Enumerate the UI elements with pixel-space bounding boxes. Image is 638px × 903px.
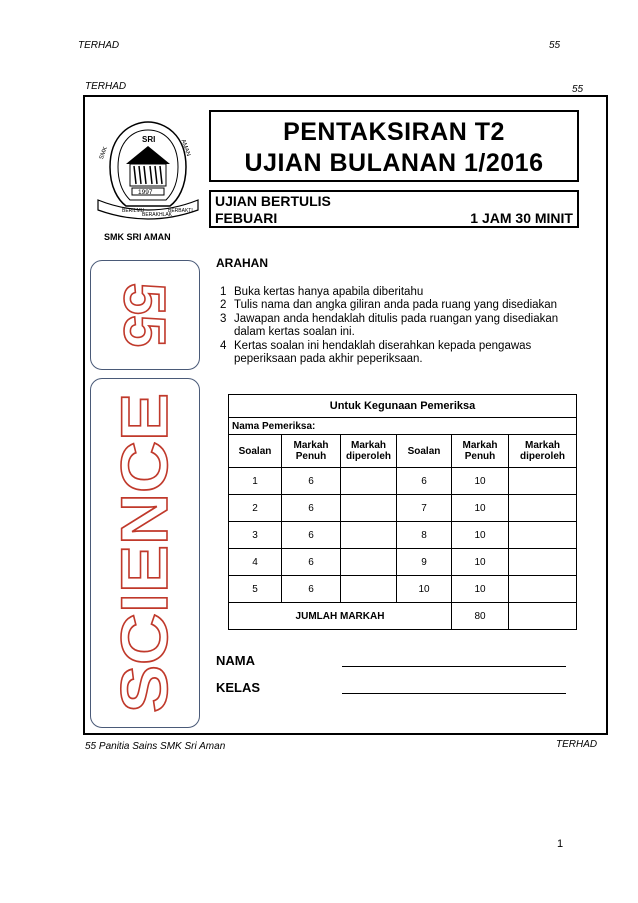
inner-footer-right: TERHAD [556, 739, 598, 750]
total-value: 80 [452, 603, 509, 630]
instruction-item: 4 Kertas soalan ini hendaklah diserahkan kepada pengawas peperiksaan pada akhir peperiksaan. [220, 339, 532, 366]
exam-info-box [209, 190, 579, 228]
svg-text:BERAKHLAK: BERAKHLAK [142, 212, 173, 218]
school-name: SMK SRI AMAN [104, 232, 171, 242]
table-row: 3 6 8 10 [229, 522, 577, 549]
class-label: KELAS [216, 680, 261, 695]
table-row: 4 6 9 10 [229, 549, 577, 576]
col-header: Markah diperoleh [341, 435, 397, 468]
col-header: Soalan [397, 435, 452, 468]
total-label: JUMLAH MARKAH [229, 603, 452, 630]
subject-name-box [90, 378, 200, 728]
instructions-list [220, 286, 590, 366]
svg-text:BERBAKTI: BERBAKTI [168, 208, 193, 214]
page-number: 1 [557, 838, 564, 850]
exam-subtitle: UJIAN BULANAN 1/2016 [244, 149, 544, 177]
school-logo [92, 112, 204, 224]
inner-header-right: 55 [572, 84, 584, 95]
class-field[interactable] [342, 693, 566, 694]
logo-right-text: AMAN [179, 138, 192, 158]
total-row [229, 603, 577, 630]
examiner-table [228, 394, 577, 630]
page-header-left: TERHAD [78, 40, 120, 51]
inner-header-left: TERHAD [85, 81, 127, 92]
logo-top-text: SRI [142, 135, 156, 144]
logo-left-text: SMK [98, 146, 109, 161]
page-header-right: 55 [549, 40, 561, 51]
exam-type: UJIAN BERTULIS [215, 193, 331, 209]
table-row: 5 6 10 10 [229, 576, 577, 603]
col-header: Soalan [229, 435, 282, 468]
table-caption: Untuk Kegunaan Pemeriksa [229, 395, 577, 418]
examiner-name-label: Nama Pemeriksa: [229, 418, 577, 435]
inner-footer-left: 55 Panitia Sains SMK Sri Aman [85, 741, 226, 752]
col-header: Markah Penuh [282, 435, 341, 468]
instruction-item: 2 Tulis nama dan angka giliran anda pada ruang yang disediakan [220, 299, 558, 312]
col-header: Markah diperoleh [509, 435, 577, 468]
exam-title: PENTAKSIRAN T2 [283, 118, 505, 146]
exam-month: FEBUARI [215, 210, 278, 226]
table-header-row [229, 435, 577, 468]
instruction-item: 1 Buka kertas hanya apabila diberitahu [220, 286, 424, 298]
title-box [209, 110, 579, 182]
total-obtained[interactable] [509, 603, 577, 630]
name-field[interactable] [342, 666, 566, 667]
subject-code-box [90, 260, 200, 370]
table-row: 1 6 6 10 [229, 468, 577, 495]
table-row: 2 6 7 10 [229, 495, 577, 522]
svg-text:BERILMU: BERILMU [122, 208, 145, 214]
instructions-heading: ARAHAN [216, 256, 268, 270]
subject-name-text: SCIENCE [107, 419, 181, 713]
name-label: NAMA [216, 653, 255, 668]
exam-duration: 1 JAM 30 MINIT [470, 210, 573, 226]
col-header: Markah Penuh [452, 435, 509, 468]
subject-code-text: 55 [111, 282, 177, 348]
logo-year: 1997 [138, 189, 153, 196]
instruction-item: 3 Jawapan anda hendaklah ditulis pada ruangan yang disediakan dalam kertas soalan ini. [220, 312, 559, 339]
